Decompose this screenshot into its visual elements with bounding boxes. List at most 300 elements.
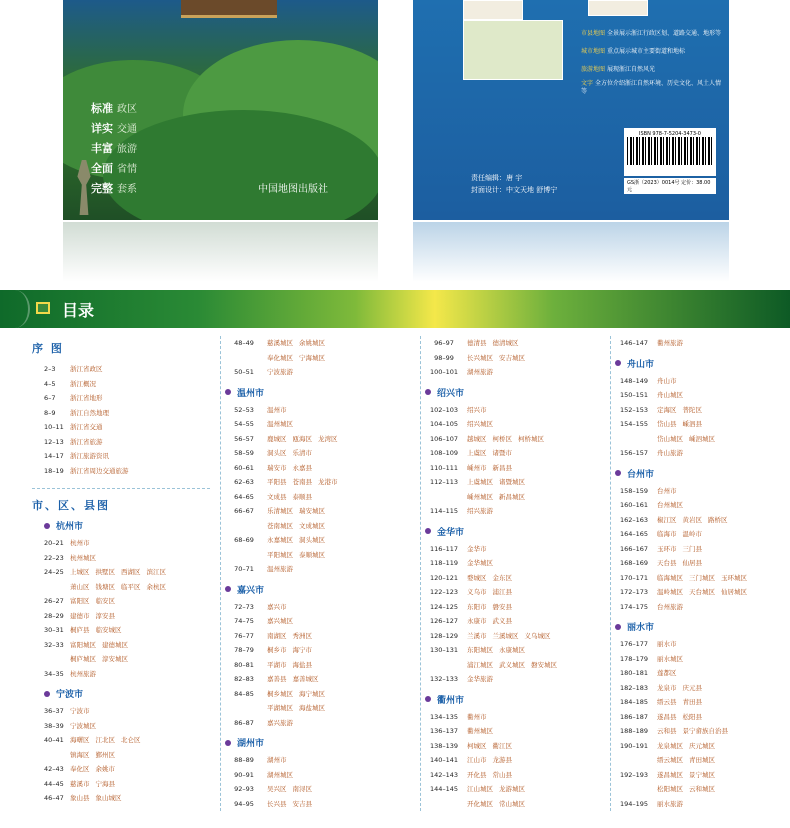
toc-item-label[interactable]: 磐安县 bbox=[492, 602, 512, 611]
toc-item-label[interactable]: 衢州市 bbox=[467, 712, 487, 721]
toc-entry[interactable] bbox=[221, 643, 410, 658]
toc-item-label[interactable]: 龙湾区 bbox=[318, 434, 338, 443]
toc-item-label[interactable]: 天台城区 bbox=[689, 588, 715, 596]
toc-item-label[interactable]: 平阳城区 bbox=[267, 550, 293, 559]
toc-entry[interactable] bbox=[221, 504, 410, 519]
toc-entry[interactable] bbox=[221, 753, 410, 768]
toc-entry[interactable] bbox=[611, 432, 790, 447]
toc-item-label[interactable]: 德清县 bbox=[467, 339, 487, 347]
toc-item-label[interactable]: 临安区 bbox=[95, 597, 115, 605]
toc-entry[interactable] bbox=[221, 432, 410, 447]
toc-item-label[interactable]: 新昌县 bbox=[492, 463, 512, 472]
toc-item-label[interactable]: 余姚市 bbox=[95, 765, 115, 773]
toc-entry[interactable] bbox=[30, 652, 210, 667]
toc-item-label[interactable]: 嘉兴城区 bbox=[267, 617, 293, 625]
toc-entry[interactable] bbox=[611, 446, 790, 461]
toc-item-label[interactable]: 武义县 bbox=[492, 617, 512, 625]
toc-item-label[interactable]: 浙江省地形 bbox=[70, 394, 103, 402]
toc-entry[interactable] bbox=[611, 513, 790, 528]
toc-entry[interactable] bbox=[611, 724, 790, 739]
toc-entry[interactable] bbox=[221, 701, 410, 716]
toc-item-label[interactable]: 滨江区 bbox=[146, 568, 166, 576]
toc-item-label[interactable]: 三门城区 bbox=[689, 573, 715, 582]
toc-item-label[interactable]: 海盐城区 bbox=[299, 704, 325, 712]
toc-entry[interactable] bbox=[421, 614, 610, 629]
toc-item-label[interactable]: 兰溪城区 bbox=[492, 631, 519, 640]
toc-item-label[interactable]: 岱山县 bbox=[657, 420, 677, 428]
toc-item-label[interactable]: 龙泉城区 bbox=[657, 741, 683, 750]
toc-entry[interactable] bbox=[221, 461, 410, 476]
toc-item-label[interactable]: 开化城区 bbox=[467, 799, 493, 808]
toc-entry[interactable] bbox=[421, 490, 610, 505]
toc-entry[interactable] bbox=[421, 336, 610, 351]
toc-item-label[interactable]: 云和县 bbox=[657, 727, 677, 735]
toc-item-label[interactable]: 瑞安市 bbox=[267, 463, 287, 472]
toc-item-label[interactable]: 青田县 bbox=[682, 698, 702, 706]
toc-item-label[interactable]: 嵊州市 bbox=[467, 463, 487, 472]
toc-entry[interactable] bbox=[221, 417, 410, 432]
toc-item-label[interactable]: 松阳县 bbox=[682, 712, 702, 721]
toc-entry[interactable] bbox=[30, 406, 210, 421]
toc-entry[interactable] bbox=[421, 571, 610, 586]
toc-entry[interactable] bbox=[611, 374, 790, 389]
toc-entry[interactable] bbox=[421, 585, 610, 600]
toc-item-label[interactable]: 南湖区 bbox=[267, 631, 287, 640]
toc-entry[interactable] bbox=[30, 551, 210, 566]
toc-item-label[interactable]: 温州城区 bbox=[267, 420, 293, 428]
toc-entry[interactable] bbox=[30, 623, 210, 638]
page-number bbox=[221, 351, 267, 366]
toc-item-label[interactable]: 龙泉市 bbox=[657, 683, 677, 692]
toc-item-label[interactable]: 宁波旅游 bbox=[267, 368, 293, 376]
toc-item-label[interactable]: 上虞区 bbox=[467, 449, 487, 457]
toc-item-label[interactable]: 浦江城区 bbox=[467, 660, 493, 669]
toc-item-label[interactable]: 遂昌城区 bbox=[657, 770, 683, 779]
toc-item-label[interactable]: 桐乡市 bbox=[267, 646, 287, 654]
toc-item-label[interactable]: 柯桥城区 bbox=[518, 434, 544, 443]
toc-item-label[interactable]: 瑞安城区 bbox=[299, 507, 325, 515]
toc-item-label[interactable]: 武义城区 bbox=[499, 660, 525, 669]
toc-entry[interactable] bbox=[30, 748, 210, 763]
toc-item-label[interactable]: 常山县 bbox=[492, 770, 512, 779]
toc-entry[interactable] bbox=[421, 461, 610, 476]
toc-entry[interactable] bbox=[611, 571, 790, 586]
toc-item-label[interactable]: 淳安县 bbox=[95, 611, 115, 620]
toc-entry[interactable] bbox=[221, 365, 410, 380]
toc-item-label[interactable]: 金东区 bbox=[492, 573, 512, 582]
toc-item-label[interactable]: 庆元城区 bbox=[689, 741, 715, 750]
toc-item-label[interactable]: 泰顺城区 bbox=[299, 550, 325, 559]
toc-entry[interactable] bbox=[421, 643, 610, 658]
toc-item-label[interactable]: 龙游城区 bbox=[499, 785, 525, 793]
toc-item-label[interactable]: 温州市 bbox=[267, 405, 287, 414]
toc-item-label[interactable]: 平湖城区 bbox=[267, 704, 293, 712]
toc-item-label[interactable]: 绍兴城区 bbox=[467, 420, 493, 428]
toc-item-label[interactable]: 浙江自然地理 bbox=[70, 408, 109, 417]
toc-item-label[interactable]: 越城区 bbox=[467, 434, 487, 443]
toc-entry[interactable] bbox=[30, 449, 210, 464]
toc-item-label[interactable]: 宁海城区 bbox=[299, 353, 325, 362]
toc-entry[interactable] bbox=[611, 484, 790, 499]
toc-entry[interactable] bbox=[221, 768, 410, 783]
toc-entry[interactable] bbox=[30, 377, 210, 392]
toc-entry[interactable] bbox=[30, 733, 210, 748]
toc-entry[interactable] bbox=[421, 446, 610, 461]
toc-item-label[interactable]: 瓯海区 bbox=[292, 434, 312, 443]
toc-item-label[interactable]: 鄞州区 bbox=[95, 750, 115, 759]
toc-entry[interactable] bbox=[221, 614, 410, 629]
toc-item-label[interactable]: 浙江省周边交通旅游 bbox=[70, 466, 129, 475]
toc-item-label[interactable]: 浙江省交通 bbox=[70, 423, 103, 431]
toc-entry[interactable] bbox=[611, 527, 790, 542]
toc-item-label[interactable]: 苍南县 bbox=[292, 478, 312, 486]
toc-entry[interactable] bbox=[611, 556, 790, 571]
toc-item-label[interactable]: 长兴县 bbox=[267, 799, 287, 808]
toc-item-label[interactable]: 金华城区 bbox=[467, 559, 493, 567]
toc-item-label[interactable]: 北仑区 bbox=[121, 736, 141, 744]
toc-entry[interactable] bbox=[221, 687, 410, 702]
toc-entry[interactable] bbox=[611, 637, 790, 652]
toc-entry[interactable] bbox=[221, 336, 410, 351]
page-number: 80–81 bbox=[234, 660, 254, 669]
toc-item-label[interactable]: 诸暨市 bbox=[492, 449, 512, 457]
toc-item-label[interactable]: 舟山市 bbox=[657, 376, 677, 385]
toc-item-label[interactable]: 永康城区 bbox=[499, 646, 525, 654]
toc-entry[interactable] bbox=[221, 446, 410, 461]
toc-item-label[interactable]: 杭州旅游 bbox=[70, 669, 96, 678]
toc-item-label[interactable]: 永嘉城区 bbox=[267, 536, 293, 544]
toc-item-label[interactable]: 秀洲区 bbox=[292, 631, 312, 640]
toc-item-label[interactable]: 遂昌县 bbox=[657, 712, 677, 721]
toc-entry[interactable] bbox=[611, 585, 790, 600]
toc-entry[interactable] bbox=[421, 782, 610, 797]
toc-entry[interactable] bbox=[30, 362, 210, 377]
toc-entry[interactable] bbox=[611, 498, 790, 513]
toc-entry[interactable] bbox=[611, 388, 790, 403]
toc-entry[interactable] bbox=[421, 504, 610, 519]
toc-item-label[interactable]: 泰顺县 bbox=[292, 492, 312, 501]
toc-item-label[interactable]: 温岭城区 bbox=[657, 588, 683, 596]
toc-item-label[interactable]: 洞头城区 bbox=[299, 536, 325, 544]
toc-item-label[interactable]: 黄岩区 bbox=[682, 515, 702, 524]
toc-item-label[interactable]: 建德城区 bbox=[102, 640, 128, 649]
toc-item-label[interactable]: 镇海区 bbox=[70, 750, 90, 759]
toc-item-label[interactable]: 金华旅游 bbox=[467, 675, 493, 683]
toc-item-label[interactable]: 嘉善县 bbox=[267, 675, 287, 683]
toc-item-label[interactable]: 杭州市 bbox=[70, 539, 90, 547]
toc-item-label[interactable]: 富阳区 bbox=[70, 597, 90, 605]
toc-entry[interactable] bbox=[221, 490, 410, 505]
toc-item-label[interactable]: 开化县 bbox=[467, 770, 487, 779]
toc-item-label[interactable]: 乐清市 bbox=[292, 449, 312, 457]
toc-item-label[interactable]: 磐安城区 bbox=[531, 660, 557, 669]
toc-item-label[interactable]: 景宁城区 bbox=[689, 770, 715, 779]
toc-entry[interactable] bbox=[421, 753, 610, 768]
toc-item-label[interactable]: 安吉城区 bbox=[499, 353, 525, 362]
toc-item-label[interactable]: 台州城区 bbox=[657, 501, 683, 509]
toc-item-label[interactable]: 象山县 bbox=[70, 794, 90, 802]
toc-entry[interactable] bbox=[421, 351, 610, 366]
toc-item-label[interactable]: 嵊泗城区 bbox=[689, 434, 715, 443]
toc-item-label[interactable]: 莲都区 bbox=[657, 669, 677, 677]
toc-entry[interactable] bbox=[30, 464, 210, 479]
toc-item-label[interactable]: 缙云城区 bbox=[657, 756, 683, 764]
toc-item-label[interactable]: 海盐县 bbox=[292, 660, 312, 669]
toc-item-label[interactable]: 吴兴区 bbox=[267, 785, 287, 793]
toc-entry[interactable] bbox=[30, 777, 210, 792]
toc-entry[interactable] bbox=[30, 609, 210, 624]
toc-item-label[interactable]: 湖州市 bbox=[267, 756, 287, 764]
toc-item-label[interactable]: 宁波城区 bbox=[70, 721, 96, 730]
toc-entry[interactable] bbox=[221, 533, 410, 548]
toc-item-label[interactable]: 义乌城区 bbox=[524, 631, 551, 640]
toc-entry[interactable] bbox=[30, 791, 210, 806]
toc-entry[interactable] bbox=[221, 519, 410, 534]
toc-entry[interactable] bbox=[421, 710, 610, 725]
toc-entry[interactable] bbox=[611, 695, 790, 710]
toc-item-label[interactable]: 浦江县 bbox=[492, 588, 512, 596]
toc-entry[interactable] bbox=[421, 542, 610, 557]
toc-item-label[interactable]: 浙江旅游资讯 bbox=[70, 452, 109, 460]
toc-item-label[interactable]: 青田城区 bbox=[689, 756, 715, 764]
toc-entry[interactable] bbox=[30, 565, 210, 580]
toc-item-label[interactable]: 台州旅游 bbox=[657, 602, 683, 611]
toc-item-label[interactable]: 嵊泗县 bbox=[682, 420, 702, 428]
toc-entry[interactable] bbox=[421, 432, 610, 447]
toc-item-label[interactable]: 绍兴旅游 bbox=[467, 507, 493, 515]
toc-item-label[interactable]: 海曙区 bbox=[70, 736, 90, 744]
toc-item-label[interactable]: 金华市 bbox=[467, 544, 487, 553]
toc-item-label[interactable]: 舟山城区 bbox=[657, 391, 683, 399]
toc-item-label[interactable]: 普陀区 bbox=[682, 405, 702, 414]
toc-item-label[interactable]: 椒江区 bbox=[657, 515, 677, 524]
toc-item-label[interactable]: 余杭区 bbox=[146, 582, 166, 591]
toc-item-label[interactable]: 江山城区 bbox=[467, 785, 493, 793]
toc-item-label[interactable]: 苍南城区 bbox=[267, 521, 293, 530]
toc-entry[interactable] bbox=[421, 556, 610, 571]
toc-entry[interactable] bbox=[221, 548, 410, 563]
toc-entry[interactable] bbox=[611, 753, 790, 768]
toc-item-label[interactable]: 新昌城区 bbox=[499, 492, 525, 501]
toc-entry[interactable] bbox=[221, 475, 410, 490]
toc-entry[interactable] bbox=[611, 739, 790, 754]
toc-item-label[interactable]: 浙江省旅游 bbox=[70, 437, 103, 446]
toc-item-label[interactable]: 西湖区 bbox=[121, 568, 141, 576]
toc-item-label[interactable]: 江山市 bbox=[467, 756, 487, 764]
toc-item-label[interactable]: 温岭市 bbox=[682, 530, 702, 538]
toc-item-label[interactable]: 拱墅区 bbox=[95, 568, 115, 576]
toc-item-label[interactable]: 景宁畲族自治县 bbox=[682, 727, 728, 735]
toc-entry[interactable] bbox=[611, 666, 790, 681]
toc-item-label[interactable]: 婺城区 bbox=[467, 573, 487, 582]
toc-item-label[interactable]: 上城区 bbox=[70, 568, 90, 576]
toc-entry[interactable] bbox=[611, 768, 790, 783]
toc-item-label[interactable]: 奉化区 bbox=[70, 765, 90, 773]
toc-item-label[interactable]: 桐乡城区 bbox=[267, 689, 293, 698]
toc-item-label[interactable]: 余姚城区 bbox=[299, 339, 325, 347]
toc-entry[interactable] bbox=[221, 672, 410, 687]
toc-item-label[interactable]: 路桥区 bbox=[708, 515, 728, 524]
toc-item-label[interactable]: 龙港市 bbox=[318, 478, 338, 486]
toc-item-label[interactable]: 安吉县 bbox=[292, 799, 312, 808]
toc-entry[interactable] bbox=[421, 739, 610, 754]
toc-item-label[interactable]: 嘉善城区 bbox=[292, 675, 319, 683]
toc-item-label[interactable]: 义乌市 bbox=[467, 588, 487, 596]
toc-item-label[interactable]: 慈溪城区 bbox=[267, 339, 293, 347]
toc-entry[interactable] bbox=[221, 782, 410, 797]
toc-item-label[interactable]: 舟山旅游 bbox=[657, 449, 683, 457]
toc-entry[interactable] bbox=[611, 782, 790, 797]
toc-entry[interactable] bbox=[421, 600, 610, 615]
toc-entry[interactable] bbox=[611, 542, 790, 557]
toc-item-label[interactable]: 钱塘区 bbox=[95, 582, 115, 591]
toc-item-label[interactable]: 仙居城区 bbox=[721, 588, 747, 596]
toc-item-label[interactable]: 丽水城区 bbox=[657, 654, 683, 663]
toc-item-label[interactable]: 丽水市 bbox=[657, 640, 677, 648]
toc-item-label[interactable]: 建德市 bbox=[70, 611, 90, 620]
toc-item-label[interactable]: 仙居县 bbox=[682, 559, 702, 567]
toc-entry[interactable] bbox=[30, 391, 210, 406]
toc-entry[interactable] bbox=[221, 797, 410, 812]
toc-item-label[interactable]: 平阳县 bbox=[267, 478, 287, 486]
toc-item-label[interactable]: 松阳城区 bbox=[657, 785, 683, 793]
toc-item-label[interactable]: 萧山区 bbox=[70, 582, 90, 591]
toc-item-label[interactable]: 嘉兴市 bbox=[267, 602, 287, 611]
toc-entry[interactable] bbox=[421, 417, 610, 432]
toc-item-label[interactable]: 洞头区 bbox=[267, 449, 287, 457]
toc-item-label[interactable]: 温州旅游 bbox=[267, 565, 293, 573]
toc-item-label[interactable]: 湖州旅游 bbox=[467, 368, 493, 376]
toc-item-label[interactable]: 临平区 bbox=[121, 582, 141, 591]
toc-item-label[interactable]: 乐清城区 bbox=[267, 507, 293, 515]
toc-item-label[interactable]: 桐庐城区 bbox=[70, 655, 96, 663]
toc-entry[interactable] bbox=[30, 420, 210, 435]
toc-entry[interactable] bbox=[611, 710, 790, 725]
toc-item-label[interactable]: 淳安城区 bbox=[102, 655, 128, 663]
toc-item-label[interactable]: 嵊州城区 bbox=[467, 492, 493, 501]
toc-item-label[interactable]: 富阳城区 bbox=[70, 640, 96, 649]
toc-entry[interactable] bbox=[221, 716, 410, 731]
toc-entry[interactable] bbox=[221, 403, 410, 418]
toc-entry[interactable] bbox=[30, 704, 210, 719]
toc-item-label[interactable]: 桐庐县 bbox=[70, 626, 90, 634]
toc-item-label[interactable]: 慈溪市 bbox=[70, 779, 90, 788]
toc-entry[interactable] bbox=[221, 629, 410, 644]
toc-entry[interactable] bbox=[611, 600, 790, 615]
toc-item-label[interactable]: 鹿城区 bbox=[267, 434, 287, 443]
toc-item-label[interactable]: 衢州城区 bbox=[467, 727, 493, 735]
toc-item-label[interactable]: 临海市 bbox=[657, 530, 677, 538]
toc-entry[interactable] bbox=[30, 580, 210, 595]
toc-item-label[interactable]: 湖州城区 bbox=[267, 770, 293, 779]
toc-item-label[interactable]: 衢江区 bbox=[492, 741, 512, 750]
toc-item-label[interactable]: 龙游县 bbox=[492, 756, 512, 764]
toc-entry[interactable] bbox=[30, 667, 210, 682]
toc-item-label[interactable]: 德清城区 bbox=[492, 339, 519, 347]
toc-item-label[interactable]: 绍兴市 bbox=[467, 405, 487, 414]
toc-item-label[interactable]: 东阳城区 bbox=[467, 646, 493, 654]
toc-entry[interactable] bbox=[421, 672, 610, 687]
toc-item-label[interactable]: 常山城区 bbox=[499, 799, 525, 808]
toc-entry[interactable] bbox=[30, 719, 210, 734]
toc-entry[interactable] bbox=[421, 403, 610, 418]
toc-item-label[interactable]: 杭州城区 bbox=[70, 553, 96, 562]
toc-item-label[interactable]: 临安城区 bbox=[95, 626, 122, 634]
toc-entry[interactable] bbox=[30, 536, 210, 551]
toc-entry[interactable] bbox=[30, 762, 210, 777]
toc-item-label[interactable]: 宁海县 bbox=[95, 779, 115, 788]
toc-item-label[interactable]: 临海城区 bbox=[657, 573, 683, 582]
toc-item-label[interactable]: 玉环城区 bbox=[721, 573, 747, 582]
toc-item-label[interactable]: 定海区 bbox=[657, 405, 677, 414]
toc-entry[interactable] bbox=[611, 403, 790, 418]
toc-item-label[interactable]: 天台县 bbox=[657, 559, 677, 567]
toc-entry[interactable] bbox=[611, 417, 790, 432]
toc-entry[interactable] bbox=[221, 658, 410, 673]
toc-item-label[interactable]: 柯城区 bbox=[467, 741, 487, 750]
toc-entry[interactable] bbox=[421, 724, 610, 739]
toc-entry[interactable] bbox=[611, 681, 790, 696]
toc-item-label[interactable]: 诸暨城区 bbox=[499, 478, 525, 486]
toc-item-label[interactable]: 奉化城区 bbox=[267, 353, 293, 362]
toc-entry[interactable] bbox=[221, 600, 410, 615]
toc-entry[interactable] bbox=[611, 336, 790, 351]
toc-entry[interactable] bbox=[611, 797, 790, 812]
toc-item-label[interactable]: 海宁市 bbox=[292, 646, 312, 654]
toc-item-label[interactable]: 庆元县 bbox=[682, 683, 702, 692]
toc-entry[interactable] bbox=[421, 475, 610, 490]
toc-item-label[interactable]: 台州市 bbox=[657, 486, 677, 495]
toc-entry[interactable] bbox=[30, 435, 210, 450]
toc-item-label[interactable]: 永康市 bbox=[467, 617, 487, 625]
toc-item-label[interactable]: 丽水旅游 bbox=[657, 799, 683, 808]
toc-item-label[interactable]: 文成县 bbox=[267, 492, 287, 501]
toc-entry[interactable] bbox=[30, 638, 210, 653]
toc-item-label[interactable]: 浙江省政区 bbox=[70, 365, 103, 373]
toc-entry[interactable] bbox=[30, 594, 210, 609]
toc-item-label[interactable]: 长兴城区 bbox=[467, 353, 493, 362]
toc-item-label[interactable]: 东阳市 bbox=[467, 602, 487, 611]
toc-item-label[interactable]: 三门县 bbox=[682, 544, 702, 553]
toc-entry[interactable] bbox=[421, 797, 610, 812]
toc-entry[interactable] bbox=[421, 365, 610, 380]
toc-item-label[interactable]: 海宁城区 bbox=[299, 689, 325, 698]
toc-item-label[interactable]: 兰溪市 bbox=[467, 631, 487, 640]
toc-entry[interactable] bbox=[611, 652, 790, 667]
toc-item-label[interactable]: 平湖市 bbox=[267, 660, 287, 669]
toc-item-label[interactable]: 文成城区 bbox=[299, 521, 325, 530]
toc-item-label[interactable]: 嘉兴旅游 bbox=[267, 718, 293, 727]
toc-entry[interactable] bbox=[421, 658, 610, 673]
toc-item-label[interactable]: 象山城区 bbox=[95, 794, 122, 802]
toc-item-label[interactable]: 浙江概况 bbox=[70, 379, 96, 388]
toc-item-label[interactable]: 玉环市 bbox=[657, 544, 677, 553]
toc-item-label[interactable]: 江北区 bbox=[95, 736, 115, 744]
toc-item-label[interactable]: 南浔区 bbox=[292, 785, 312, 793]
toc-entry[interactable] bbox=[221, 351, 410, 366]
toc-entry[interactable] bbox=[221, 562, 410, 577]
toc-item-label[interactable]: 缙云县 bbox=[657, 698, 677, 706]
toc-item-label[interactable]: 柯桥区 bbox=[492, 434, 512, 443]
toc-item-label[interactable]: 岱山城区 bbox=[657, 434, 683, 443]
toc-item-label[interactable]: 上虞城区 bbox=[467, 478, 493, 486]
toc-item-label[interactable]: 云和城区 bbox=[689, 785, 715, 793]
toc-item-label[interactable]: 永嘉县 bbox=[292, 463, 312, 472]
toc-item-label[interactable]: 宁波市 bbox=[70, 707, 90, 715]
toc-entry[interactable] bbox=[421, 629, 610, 644]
toc-entry[interactable] bbox=[421, 768, 610, 783]
toc-item-label[interactable]: 衢州旅游 bbox=[657, 339, 683, 347]
